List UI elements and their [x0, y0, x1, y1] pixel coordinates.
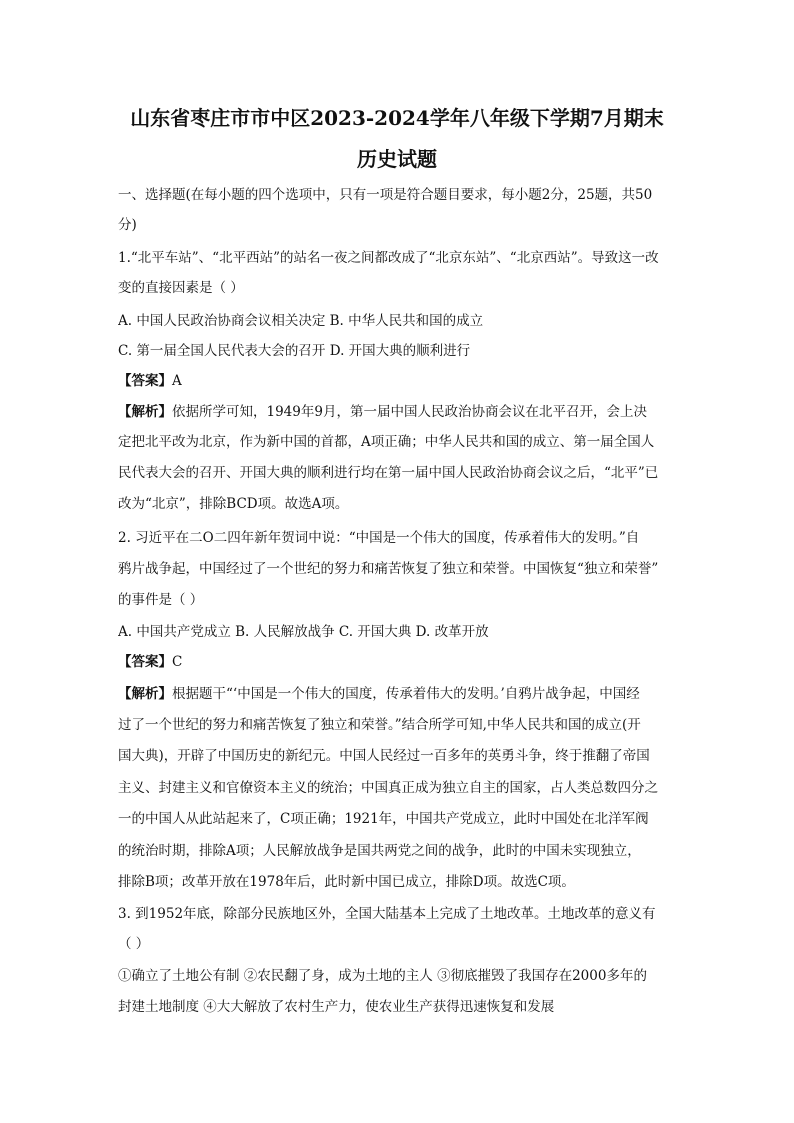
q1-answer — [118, 371, 678, 391]
section-header-cont: 分) — [118, 217, 137, 233]
document-title-line-1: 山东省枣庄市市中区2023-2024学年八年级下学期7月期末 — [130, 106, 664, 130]
q1-option-line: A. 中国人民政治协商会议相关决定 B. 中华人民共和国的成立 — [118, 313, 484, 329]
q2-stem-cont: 鸦片战争起，中国经过了一个世纪的努力和痛苦恢复了独立和荣誉。中国恢复“独立和荣誉” — [118, 561, 659, 577]
q1-analysis-line: 民代表大会的召开、开国大典的顺利进行均在第一届中国人民政治协商会议之后，“北平”已 — [118, 465, 659, 481]
analysis-text: 根据题干“‘中国是一个伟大的国度，传承着伟大的发明。’自鸦片战争起，中国经 — [172, 686, 640, 702]
q2-analysis-line: 国大典)，开辟了中国历史的新纪元。中国人民经过一百多年的英勇斗争，终于推翻了帝国 — [118, 748, 650, 764]
q2-option-line: A. 中国共产党成立 B. 人民解放战争 C. 开国大典 D. 改革开放 — [118, 624, 489, 640]
q2-answer — [118, 652, 678, 672]
answer-value: A — [172, 373, 182, 389]
q2-analysis — [118, 684, 678, 704]
q2-stem-cont: 的事件是（ ） — [118, 592, 204, 608]
q1-option-line: C. 第一届全国人民代表大会的召开 D. 开国大典的顺利进行 — [118, 343, 471, 359]
q1-analysis-line: 定把北平改为北京，作为新中国的首都，A项正确；中华人民共和国的成立、第一届全国人 — [118, 434, 655, 450]
q2-analysis-line: 主义、封建主义和官僚资本主义的统治；中国真正成为独立自主的国家，占人类总数四分之 — [118, 780, 658, 796]
answer-label: 【答案】 — [118, 654, 172, 670]
q3-statement-line: ①确立了土地公有制 ②农民翻了身，成为土地的主人 ③彻底摧毁了我国存在2000多年的 — [118, 968, 647, 984]
q2-analysis-line: 排除B项；改革开放在1978年后，此时新中国已成立，排除D项。故选C项。 — [118, 874, 575, 890]
q1-stem: 1.“北平车站”、“北平西站”的站名一夜之间都改成了“北京东站”、“北京西站”。导致这一改 — [118, 250, 659, 266]
q2-analysis-line: 的统治时期，排除A项；人民解放战争是国共两党之间的战争，此时的中国未实现独立， — [118, 843, 641, 859]
analysis-label: 【解析】 — [118, 404, 172, 420]
section-header: 一、选择题(在每小题的四个选项中，只有一项是符合题目要求，每小题2分，25题，共50 — [118, 187, 653, 203]
q3-statement-line: 封建土地制度 ④大大解放了农村生产力，使农业生产获得迅速恢复和发展 — [118, 999, 555, 1015]
analysis-label: 【解析】 — [118, 686, 172, 702]
q3-stem-cont: （ ） — [118, 936, 150, 952]
q3-stem: 3. 到1952年底，除部分民族地区外，全国大陆基本上完成了土地改革。土地改革的意义有 — [118, 906, 656, 922]
q1-analysis-line: 改为“北京”，排除BCD项。故选A项。 — [118, 496, 349, 512]
document-title-line-2: 历史试题 — [357, 147, 437, 171]
q2-analysis-line: 一的中国人从此站起来了，C项正确；1921年，中国共产党成立，此时中国处在北洋军阀 — [118, 811, 649, 827]
q1-stem-cont: 变的直接因素是（ ） — [118, 280, 244, 296]
q2-analysis-line: 过了一个世纪的努力和痛苦恢复了独立和荣誉。”结合所学可知,中华人民共和国的成立(开 — [118, 717, 641, 733]
answer-label: 【答案】 — [118, 373, 172, 389]
q2-stem: 2. 习近平在二O二四年新年贺词中说：“中国是一个伟大的国度，传承着伟大的发明。”自 — [118, 530, 640, 546]
q1-analysis — [118, 402, 678, 422]
answer-value: C — [172, 654, 183, 670]
analysis-text: 依据所学可知，1949年9月，第一届中国人民政治协商会议在北平召开，会上决 — [172, 404, 647, 420]
